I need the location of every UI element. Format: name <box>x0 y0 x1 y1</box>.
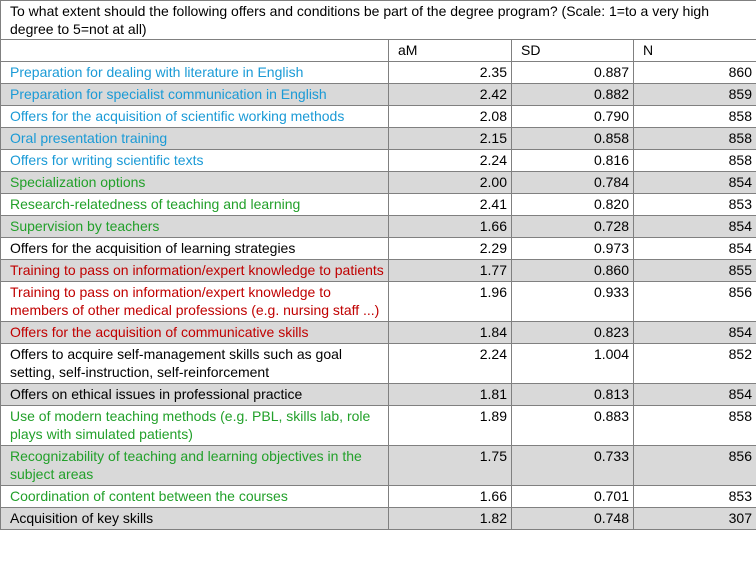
row-sd-value: 0.728 <box>512 216 634 238</box>
row-n-value: 858 <box>634 406 756 446</box>
row-n-value: 855 <box>634 260 756 282</box>
row-sd-value: 0.790 <box>512 106 634 128</box>
table-row <box>1 194 756 216</box>
table-row <box>1 238 756 260</box>
row-n-value: 858 <box>634 150 756 172</box>
header-label <box>1 40 389 62</box>
row-label: Preparation for specialist communication in English <box>1 84 389 106</box>
table-row <box>1 62 756 84</box>
row-am-value: 1.66 <box>389 216 512 238</box>
row-sd-value: 0.887 <box>512 62 634 84</box>
row-n-value: 856 <box>634 282 756 322</box>
row-n-value: 854 <box>634 216 756 238</box>
row-sd-value: 0.813 <box>512 384 634 406</box>
row-am-value: 1.84 <box>389 322 512 344</box>
row-n-value: 854 <box>634 384 756 406</box>
row-label: Supervision by teachers <box>1 216 389 238</box>
row-am-value: 1.81 <box>389 384 512 406</box>
row-am-value: 1.66 <box>389 486 512 508</box>
row-am-value: 2.35 <box>389 62 512 84</box>
row-label: Offers for the acquisition of scientific working methods <box>1 106 389 128</box>
row-label: Training to pass on information/expert knowledge to members of other medical professions (e.g. nursing staff ...) <box>1 282 389 322</box>
table-row <box>1 84 756 106</box>
row-n-value: 859 <box>634 84 756 106</box>
row-n-value: 858 <box>634 128 756 150</box>
row-label: Oral presentation training <box>1 128 389 150</box>
row-am-value: 1.96 <box>389 282 512 322</box>
row-label: Use of modern teaching methods (e.g. PBL, skills lab, role plays with simulated patients) <box>1 406 389 446</box>
question-row <box>1 1 756 40</box>
row-sd-value: 0.858 <box>512 128 634 150</box>
row-n-value: 854 <box>634 238 756 260</box>
row-label: Offers on ethical issues in professional practice <box>1 384 389 406</box>
row-am-value: 2.15 <box>389 128 512 150</box>
row-label: Offers for the acquisition of communicative skills <box>1 322 389 344</box>
question-text: To what extent should the following offers and conditions be part of the degree program? (Scale: 1=to a very high degree to 5=not at all) <box>1 1 756 40</box>
header-sd: SD <box>512 40 634 62</box>
row-n-value: 854 <box>634 172 756 194</box>
table-row <box>1 216 756 238</box>
header-row <box>1 40 756 62</box>
row-sd-value: 0.784 <box>512 172 634 194</box>
row-am-value: 1.75 <box>389 446 512 486</box>
table-row <box>1 446 756 486</box>
table-row <box>1 128 756 150</box>
row-am-value: 2.24 <box>389 344 512 384</box>
row-n-value: 853 <box>634 486 756 508</box>
row-n-value: 853 <box>634 194 756 216</box>
row-n-value: 860 <box>634 62 756 84</box>
row-am-value: 1.89 <box>389 406 512 446</box>
table-row <box>1 172 756 194</box>
row-sd-value: 0.883 <box>512 406 634 446</box>
row-sd-value: 0.701 <box>512 486 634 508</box>
row-n-value: 854 <box>634 322 756 344</box>
row-label: Coordination of content between the courses <box>1 486 389 508</box>
table-row <box>1 406 756 446</box>
row-sd-value: 0.733 <box>512 446 634 486</box>
row-label: Training to pass on information/expert knowledge to patients <box>1 260 389 282</box>
row-label: Offers for the acquisition of learning strategies <box>1 238 389 260</box>
row-sd-value: 0.933 <box>512 282 634 322</box>
header-am: aM <box>389 40 512 62</box>
table-row <box>1 282 756 322</box>
row-sd-value: 0.882 <box>512 84 634 106</box>
row-am-value: 2.08 <box>389 106 512 128</box>
row-label: Offers to acquire self-management skills such as goal setting, self-instruction, self-reinforcement <box>1 344 389 384</box>
table-row <box>1 384 756 406</box>
table-row <box>1 260 756 282</box>
row-n-value: 856 <box>634 446 756 486</box>
row-am-value: 1.82 <box>389 508 512 530</box>
row-am-value: 2.00 <box>389 172 512 194</box>
row-label: Specialization options <box>1 172 389 194</box>
row-am-value: 2.29 <box>389 238 512 260</box>
row-sd-value: 0.823 <box>512 322 634 344</box>
row-am-value: 2.24 <box>389 150 512 172</box>
table-row <box>1 508 756 530</box>
header-n: N <box>634 40 756 62</box>
row-am-value: 1.77 <box>389 260 512 282</box>
row-n-value: 858 <box>634 106 756 128</box>
row-n-value: 307 <box>634 508 756 530</box>
table-row <box>1 344 756 384</box>
table-row <box>1 150 756 172</box>
row-sd-value: 0.973 <box>512 238 634 260</box>
row-label: Recognizability of teaching and learning objectives in the subject areas <box>1 446 389 486</box>
row-n-value: 852 <box>634 344 756 384</box>
row-label: Offers for writing scientific texts <box>1 150 389 172</box>
row-sd-value: 0.860 <box>512 260 634 282</box>
row-sd-value: 0.748 <box>512 508 634 530</box>
row-am-value: 2.41 <box>389 194 512 216</box>
row-sd-value: 0.820 <box>512 194 634 216</box>
table-row <box>1 322 756 344</box>
row-am-value: 2.42 <box>389 84 512 106</box>
table-row <box>1 106 756 128</box>
row-label: Research-relatedness of teaching and learning <box>1 194 389 216</box>
row-sd-value: 0.816 <box>512 150 634 172</box>
row-sd-value: 1.004 <box>512 344 634 384</box>
table-row <box>1 486 756 508</box>
row-label: Preparation for dealing with literature in English <box>1 62 389 84</box>
row-label: Acquisition of key skills <box>1 508 389 530</box>
